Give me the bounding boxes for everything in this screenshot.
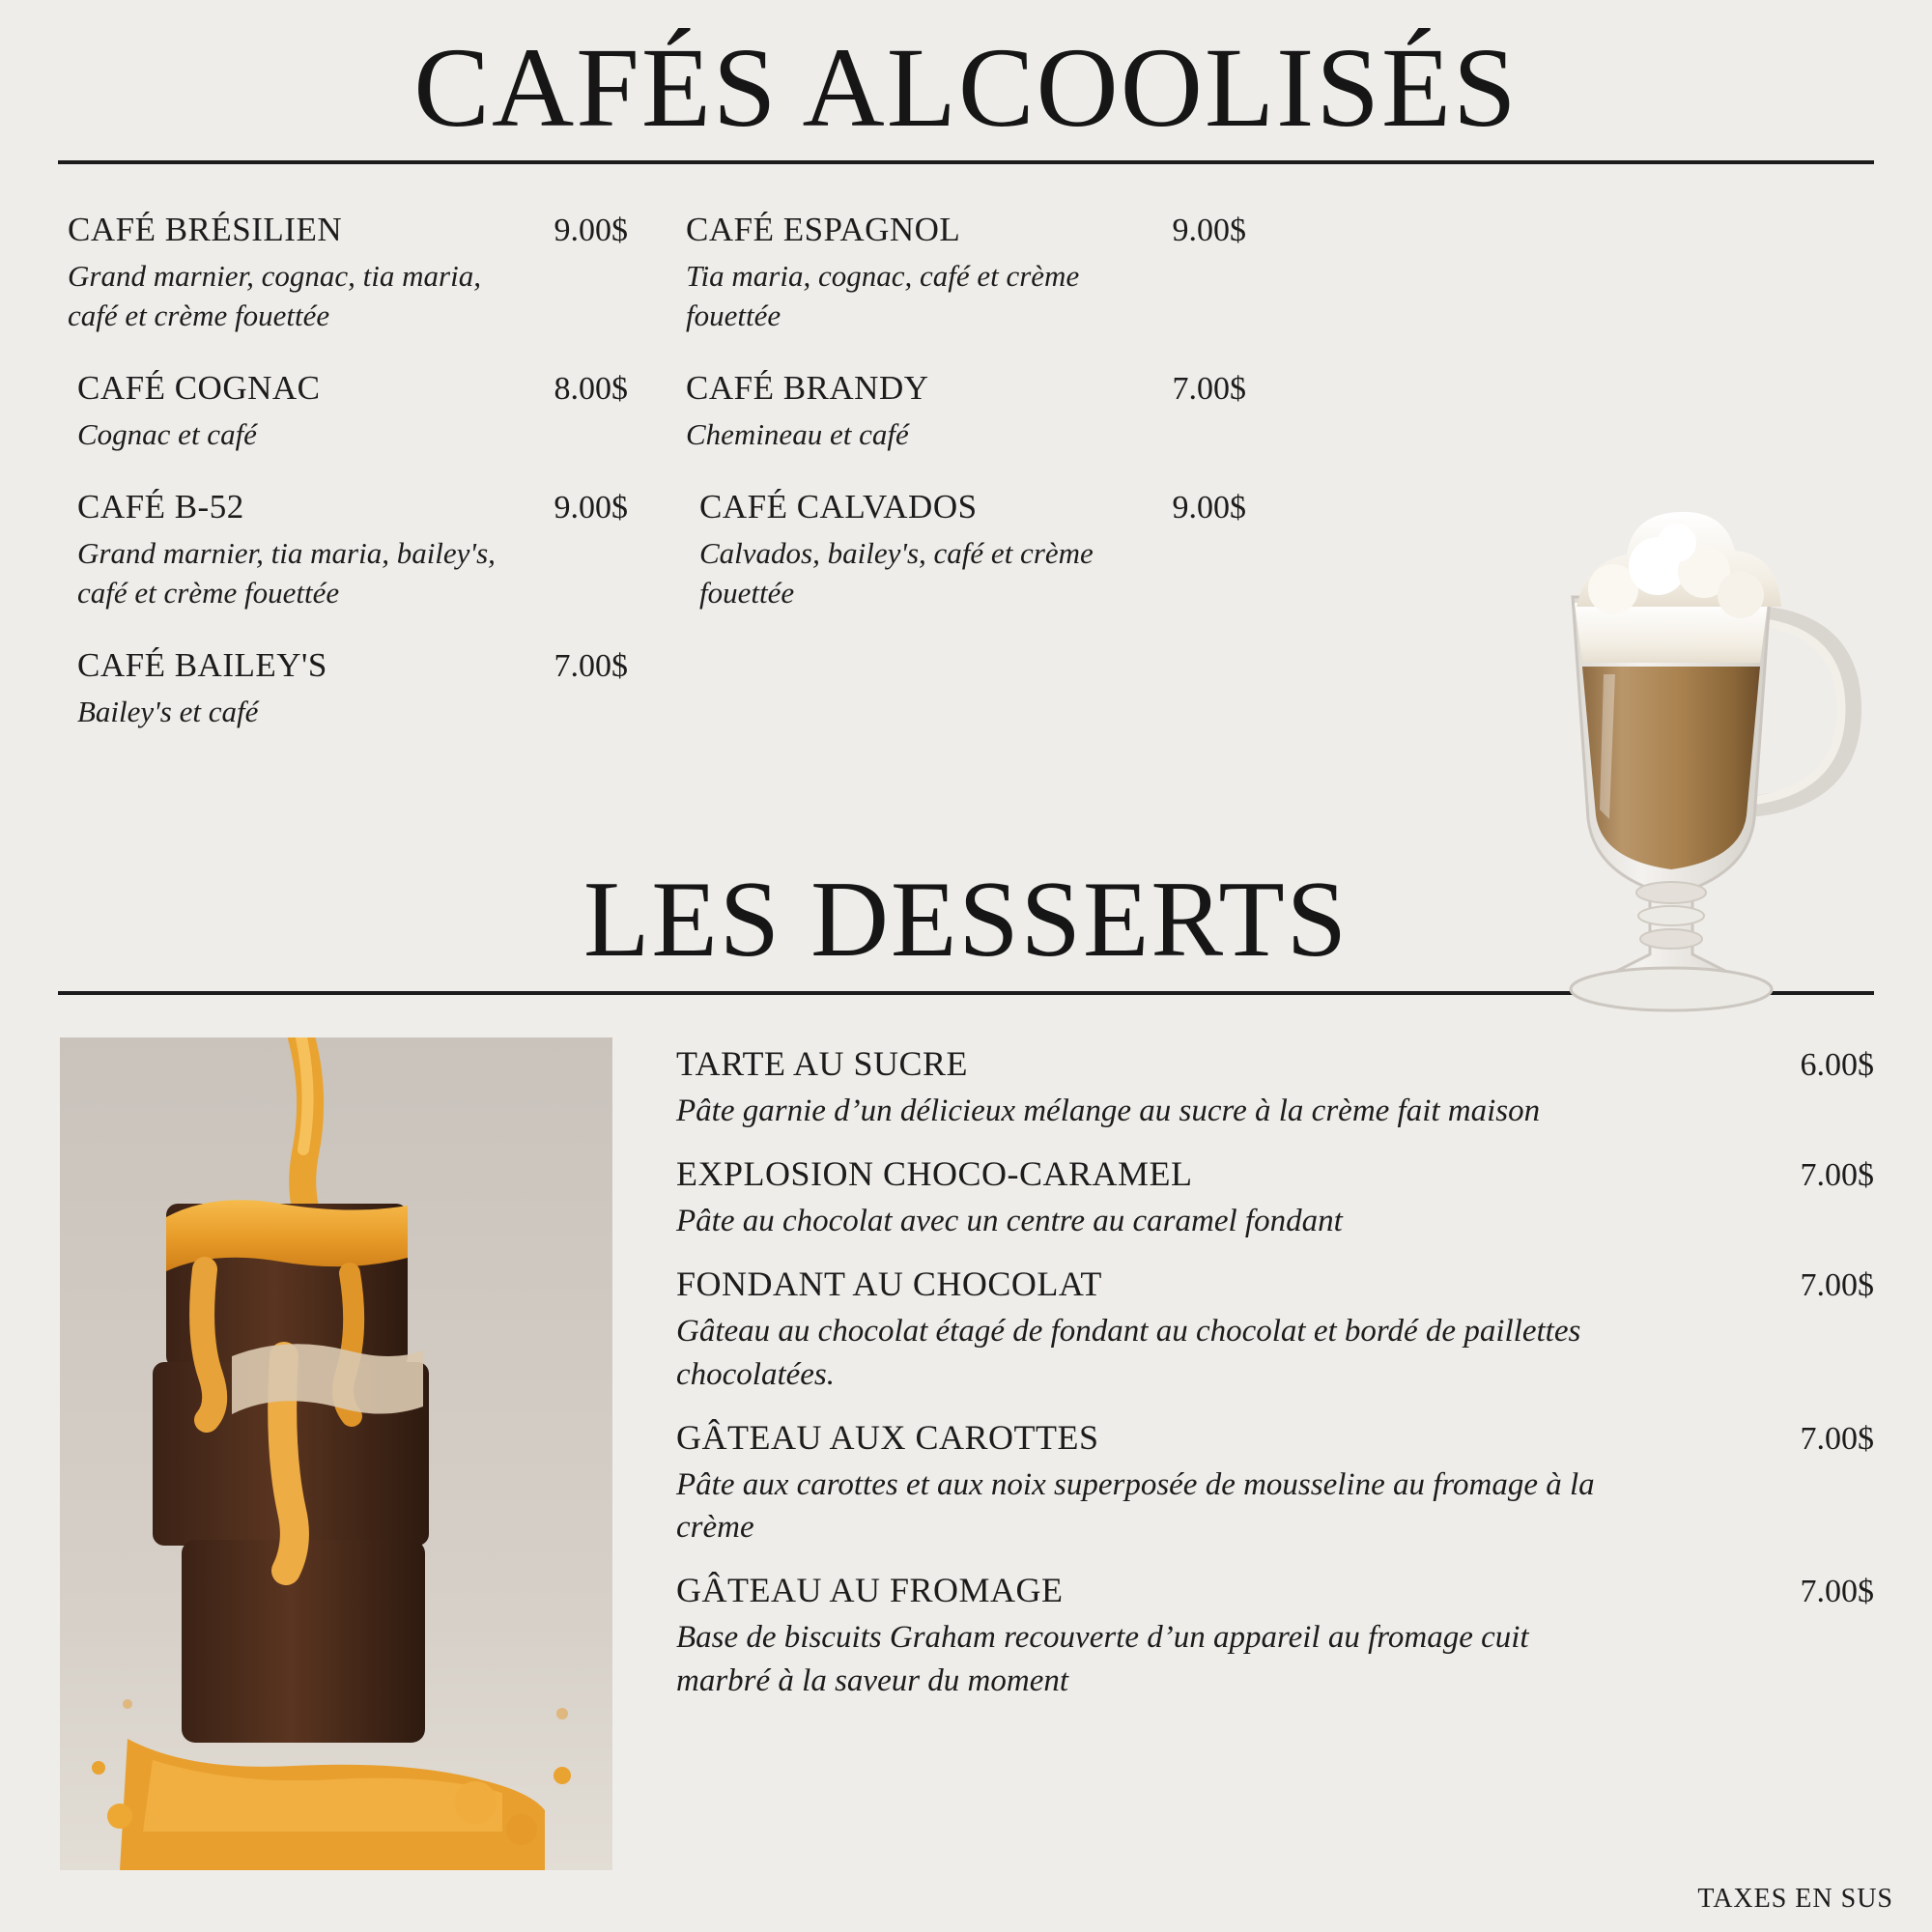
item-name: EXPLOSION CHOCO-CARAMEL	[676, 1154, 1193, 1194]
cafes-section	[0, 211, 1932, 858]
irish-coffee-photo	[1468, 413, 1874, 1012]
item-description: Cognac et café	[77, 416, 257, 451]
cafes-right-column	[686, 211, 1246, 646]
menu-item	[68, 488, 628, 613]
page-title-desserts: LES DESSERTS	[582, 860, 1350, 980]
item-name: CAFÉ BAILEY'S	[77, 645, 327, 684]
item-name: FONDANT AU CHOCOLAT	[676, 1264, 1102, 1304]
dessert-item	[676, 1264, 1874, 1395]
dessert-item	[676, 1153, 1874, 1242]
cafes-left-column	[68, 211, 628, 764]
item-name: TARTE AU SUCRE	[676, 1044, 968, 1083]
item-price: 7.00$	[1800, 1157, 1874, 1194]
caramel-cake-photo	[60, 1037, 612, 1870]
menu-item	[686, 211, 1246, 336]
item-price: 9.00$	[554, 489, 628, 526]
item-name: GÂTEAU AUX CAROTTES	[676, 1417, 1099, 1457]
desserts-list	[676, 1043, 1874, 1723]
item-name: CAFÉ COGNAC	[77, 368, 321, 407]
menu-item	[68, 369, 628, 455]
item-name: CAFÉ ESPAGNOL	[686, 211, 961, 248]
item-description: Chemineau et café	[686, 416, 909, 451]
divider-cafes	[58, 160, 1874, 164]
item-price: 7.00$	[1800, 1267, 1874, 1304]
item-price: 9.00$	[554, 213, 628, 248]
dessert-item	[676, 1570, 1874, 1701]
page-title-cafes: CAFÉS ALCOOLISÉS	[413, 24, 1519, 151]
item-price: 9.00$	[1172, 489, 1246, 526]
item-description: Gâteau au chocolat étagé de fondant au chocolat et bordé de paillettes chocolatées.	[676, 1314, 1581, 1392]
dessert-item	[676, 1043, 1874, 1132]
dessert-item	[676, 1417, 1874, 1548]
item-name: CAFÉ BRANDY	[686, 368, 929, 407]
menu-item	[686, 369, 1246, 455]
item-description: Calvados, bailey's, café et crème fouettée	[699, 535, 1094, 610]
item-description: Bailey's et café	[77, 694, 259, 728]
item-price: 7.00$	[1800, 1574, 1874, 1610]
taxes-note: TAXES EN SUS	[1697, 1884, 1893, 1914]
item-price: 7.00$	[1172, 370, 1246, 407]
item-description: Grand marnier, cognac, tia maria, café et crème fouettée	[68, 259, 481, 332]
item-name: GÂTEAU AU FROMAGE	[676, 1571, 1064, 1610]
menu-item	[68, 211, 628, 336]
item-price: 7.00$	[1800, 1420, 1874, 1457]
item-description: Grand marnier, tia maria, bailey's, café et crème fouettée	[77, 535, 496, 610]
item-name: CAFÉ B-52	[77, 487, 244, 526]
item-price: 8.00$	[554, 370, 628, 407]
item-description: Pâte garnie d’un délicieux mélange au sucre à la crème fait maison	[676, 1094, 1541, 1128]
desserts-section	[0, 1037, 1932, 1733]
menu-item	[68, 646, 628, 732]
item-name: CAFÉ CALVADOS	[699, 487, 978, 526]
item-description: Pâte au chocolat avec un centre au caramel fondant	[676, 1204, 1343, 1239]
item-price: 6.00$	[1800, 1047, 1874, 1083]
menu-item	[686, 488, 1246, 613]
item-description: Base de biscuits Graham recouverte d’un appareil au fromage cuit marbré à la saveur du moment	[676, 1620, 1529, 1698]
item-price: 7.00$	[554, 647, 628, 684]
item-description: Tia maria, cognac, café et crème fouettée	[686, 259, 1080, 332]
item-name: CAFÉ BRÉSILIEN	[68, 211, 343, 248]
item-description: Pâte aux carottes et aux noix superposée de mousseline au fromage à la crème	[676, 1466, 1595, 1546]
item-price: 9.00$	[1172, 213, 1246, 248]
